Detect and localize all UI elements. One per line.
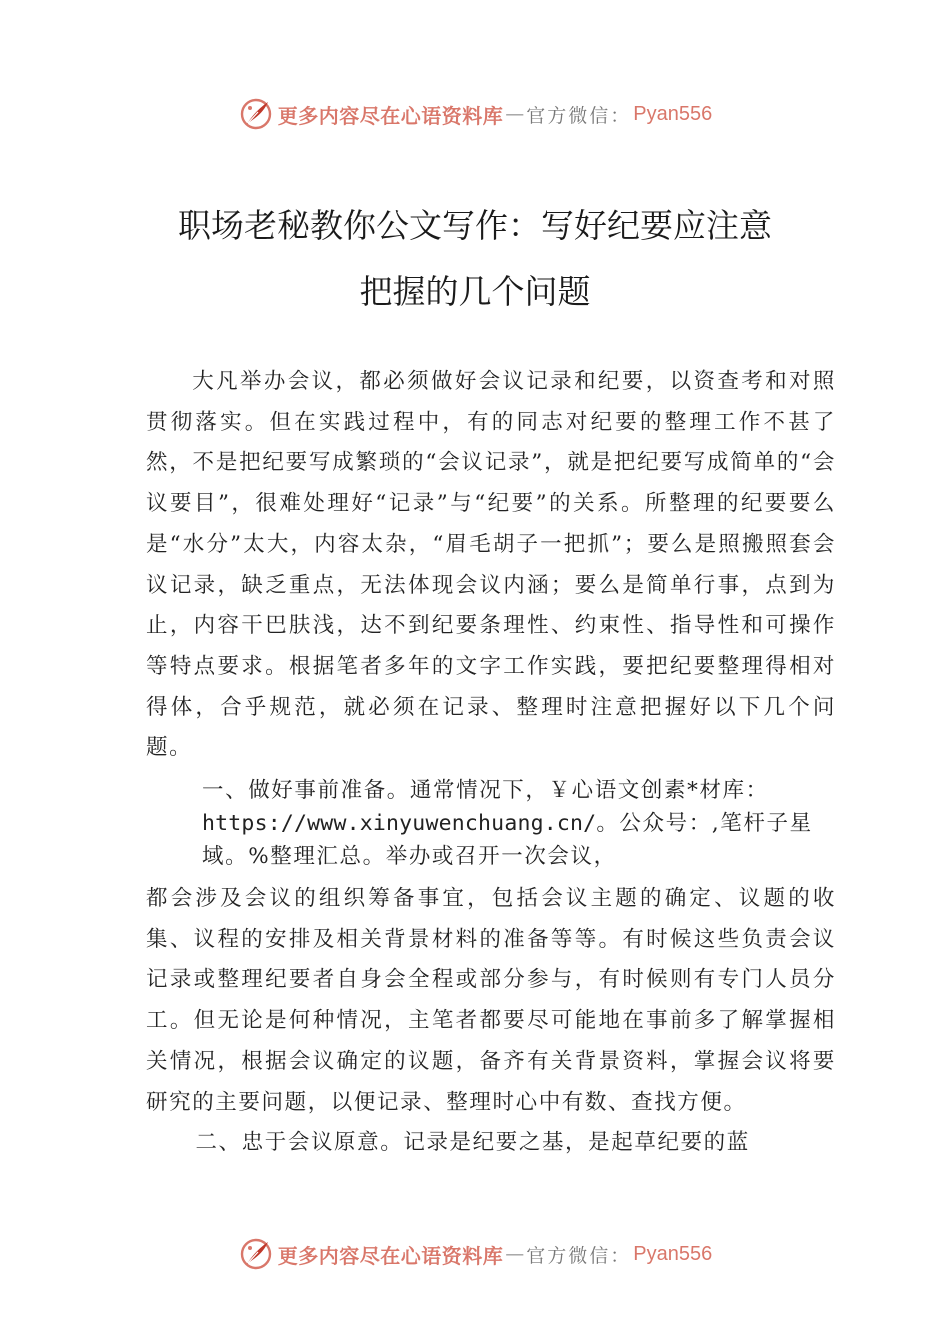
quill-circle-logo-icon bbox=[238, 1236, 274, 1272]
source-url-text: https://www.xinyuwenchuang.cn/ bbox=[202, 811, 597, 837]
banner-separator: — bbox=[505, 103, 525, 125]
document-title-line-1: 职场老秘教你公文写作：写好纪要应注意 bbox=[178, 206, 772, 245]
header-watermark-banner bbox=[0, 92, 950, 136]
banner-wechat-id: Pyan556 bbox=[633, 102, 713, 125]
banner-brand-text: 更多内容尽在心语资料库 bbox=[277, 103, 504, 128]
document-body bbox=[146, 362, 836, 1164]
banner-separator: — bbox=[505, 1243, 525, 1265]
section-1-lead-text: 一、做好事前准备。通常情况下，￥心语文创素*材库： bbox=[202, 778, 769, 804]
banner-wechat-label: 官方微信： bbox=[526, 1244, 632, 1267]
body-paragraph-intro: 大凡举办会议，都必须做好会议记录和纪要，以资查考和对照贯彻落实。但在实践过程中，有的同志对纪要的整理工作不甚了然，不是把纪要写成繁琐的“会议记录”，就是把纪要写成简单的“会议要目”，很难处理好“记录”与“纪要”的关系。所整理的纪要要么是“水分”太大，内容太杂，“眉毛胡子一把抓”；要么是照搬照套会议记录，缺乏重点，无法体现会议内涵；要么是简单行事，点到为止，内容干巴肤浅，达不到纪要条理性、约束性、指导性和可操作等特点要求。根据笔者多年的文字工作实践，要把纪要整理得相对得体，合乎规范，就必须在记录、整理时注意把握好以下几个问题。 bbox=[146, 369, 836, 761]
section-1-heading-block bbox=[202, 769, 836, 879]
footer-watermark-banner bbox=[0, 1232, 950, 1276]
banner-wechat-id: Pyan556 bbox=[633, 1242, 713, 1265]
banner-wechat-label: 官方微信： bbox=[526, 104, 632, 127]
section-1-url-tail: 。公众号：,笔杆子星域。%整理汇总。举办或召开一次会议， bbox=[202, 811, 813, 870]
section-2-heading-text: 二、忠于会议原意。记录是纪要之基，是起草纪要的蓝 bbox=[195, 1130, 750, 1156]
banner-brand-text: 更多内容尽在心语资料库 bbox=[277, 1243, 504, 1268]
quill-circle-logo-icon bbox=[238, 96, 274, 132]
document-title-line-2: 把握的几个问题 bbox=[359, 272, 591, 311]
body-paragraph-preparation: 都会涉及会议的组织筹备事宜，包括会议主题的确定、议题的收集、议程的安排及相关背景材料的准备等等。有时候这些负责会议记录或整理纪要者自身会全程或部分参与，有时候则有专门人员分工。但无论是何种情况，主笔者都要尽可能地在事前多了解掌握相关情况，根据会议确定的议题，备齐有关背景资料，掌握会议将要研究的主要问题，以便记录、整理时心中有数、查找方便。 bbox=[146, 886, 836, 1115]
